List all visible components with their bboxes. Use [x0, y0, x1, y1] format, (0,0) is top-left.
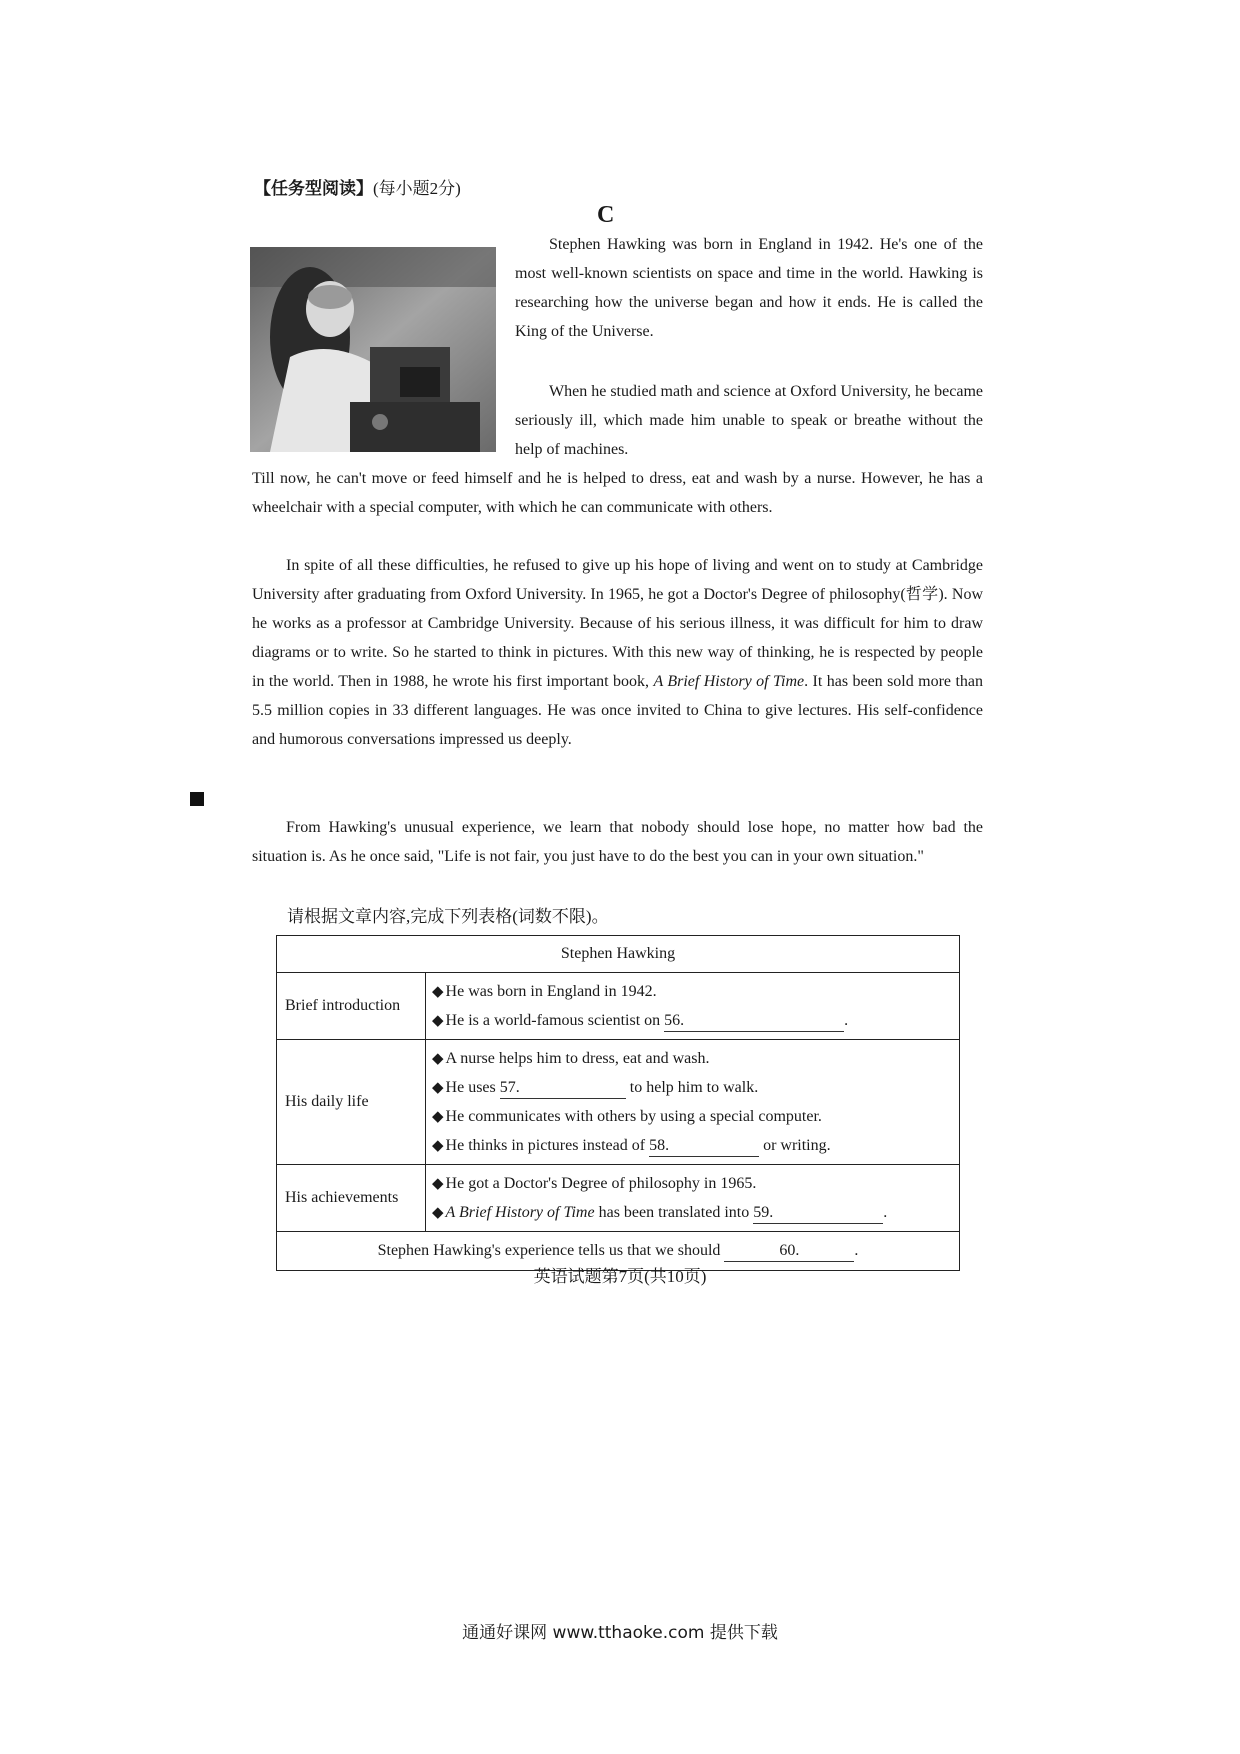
bullet-line [432, 1044, 951, 1073]
site-footer: 通通好课网 www.tthaoke.com 提供下载 [462, 1623, 778, 1643]
answer-blank-58[interactable] [649, 1136, 759, 1157]
task-instruction: 请根据文章内容,完成下列表格(词数不限)。 [287, 907, 609, 926]
question-number: 59. [753, 1204, 774, 1221]
paragraph-3 [252, 551, 983, 754]
section-heading-points: (每小题2分) [373, 179, 461, 198]
row-intro [426, 973, 960, 1040]
table-title: Stephen Hawking [277, 936, 960, 973]
bullet-text: He thinks in pictures instead of [445, 1137, 650, 1154]
diamond-icon: ◆ [432, 1109, 444, 1125]
paragraph-2-cont: Till now, he can't move or feed himself and he is helped to dress, eat and wash by a nurse. However, he has a wheelchair with a special computer, with which he can communicate with others. [252, 470, 983, 516]
bullet-line [432, 1169, 951, 1198]
answer-blank-56[interactable] [664, 1011, 844, 1032]
diamond-icon: ◆ [432, 1051, 444, 1067]
paragraph-3-part1: In spite of all these difficulties, he refused to give up his hope of living and went on to study at Cambridge University after graduating from Oxford University. In 1965, he got a Doctor's Degree of philosophy(哲学). Now he works as a professor at Cambridge University. Because of his serious illness, it was difficult for him to draw diagrams or to write. So he started to think in pictures. With this new way of thinking, he is respected by people in the world. Then in 1988, he wrote his first important book, [252, 557, 983, 690]
bullet-line [432, 1131, 951, 1160]
diamond-icon: ◆ [432, 984, 444, 1000]
task-table [276, 935, 960, 1271]
footer-text: Stephen Hawking's experience tells us that we should [377, 1241, 725, 1259]
row-achievements [426, 1165, 960, 1232]
answer-blank-57[interactable] [500, 1078, 626, 1099]
margin-mark [190, 792, 204, 806]
row-label-daily: His daily life [277, 1040, 426, 1165]
bullet-text: A nurse helps him to dress, eat and wash. [445, 1050, 710, 1067]
diamond-icon: ◆ [432, 1138, 444, 1154]
row-label-intro: Brief introduction [277, 973, 426, 1040]
bullet-text: has been translated into [594, 1204, 754, 1221]
diamond-icon: ◆ [432, 1205, 444, 1221]
paragraph-1: Stephen Hawking was born in England in 1942. He's one of the most well-known scientists on space and time in the world. Hawking is researching how the universe began and how it ends. He is called the King of the Universe. [515, 236, 983, 340]
book-title: A Brief History of Time [445, 1204, 595, 1221]
bullet-text: He communicates with others by using a special computer. [445, 1108, 822, 1125]
diamond-icon: ◆ [432, 1080, 444, 1096]
bullet-line [432, 1073, 951, 1102]
bullet-text: He is a world-famous scientist on [445, 1012, 665, 1029]
table-footer-row: Stephen Hawking's experience tells us that we should 60. . [277, 1232, 960, 1271]
section-heading-title: 【任务型阅读】 [254, 179, 373, 198]
bullet-text: He was born in England in 1942. [445, 983, 657, 1000]
bullet-text: He got a Doctor's Degree of philosophy in 1965. [445, 1175, 757, 1192]
paragraph-4: From Hawking's unusual experience, we learn that nobody should lose hope, no matter how bad the situation is. As he once said, "Life is not fair, you just have to do the best you can in your own situation." [252, 819, 983, 865]
bullet-text: He uses [445, 1079, 500, 1096]
question-number: 58. [649, 1137, 670, 1154]
bullet-line: ◆ He is a world-famous scientist on 56. . [432, 1006, 951, 1035]
bullet-text: to help him to walk. [625, 1079, 759, 1096]
question-number: 56. [664, 1012, 685, 1029]
bullet-line: ◆ A Brief History of Time has been translated into 59. . [432, 1198, 951, 1227]
bullet-line [432, 977, 951, 1006]
diamond-icon: ◆ [432, 1176, 444, 1192]
answer-blank-60[interactable] [724, 1241, 854, 1262]
question-number: 57. [499, 1079, 520, 1096]
diamond-icon: ◆ [432, 1013, 444, 1029]
section-heading [254, 174, 461, 199]
passage-letter: C [597, 202, 615, 228]
paragraph-3-part2: . It has been sold more than 5.5 million copies in 33 different languages. He was once invited to China to give lectures. His self-confidence and humorous conversations impressed us deeply. [252, 673, 983, 748]
book-title: A Brief History of Time [653, 673, 805, 690]
paragraph-2-start: When he studied math and science at Oxford University, he became seriously ill, which made him unable to speak or breathe without the help of machines. [515, 383, 983, 458]
bullet-text: or writing. [759, 1137, 831, 1154]
row-label-achievements: His achievements [277, 1165, 426, 1232]
bullet-line [432, 1102, 951, 1131]
question-number: 60. [779, 1241, 800, 1259]
hawking-photo [250, 247, 496, 452]
page-number: 英语试题第7页(共10页) [533, 1267, 707, 1286]
row-daily [426, 1040, 960, 1165]
answer-blank-59[interactable] [753, 1203, 883, 1224]
